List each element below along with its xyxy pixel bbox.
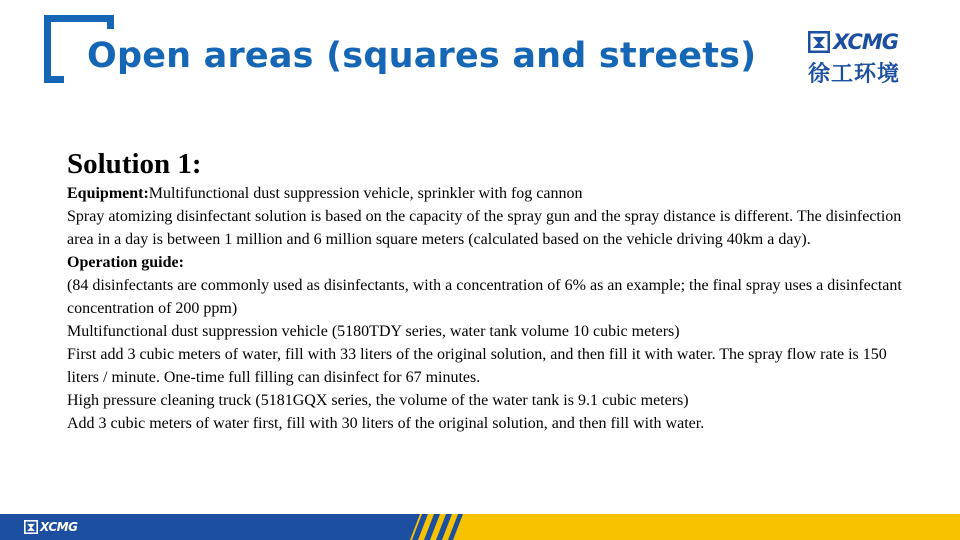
xcmg-emblem-icon [808, 31, 830, 53]
xcmg-logo [808, 30, 918, 85]
footer-band [0, 514, 960, 540]
equipment-text: Multifunctional dust suppression vehicle, sprinkler with fog cannon [148, 185, 583, 202]
page-title: Open areas (squares and streets) [87, 36, 757, 76]
footer-logo [24, 519, 77, 535]
logo-chinese-text: 徐工环境 [808, 62, 901, 87]
paragraph-disinfection-area: Spray atomizing disinfectant solution is based on the capacity of the spray gun and the spray distance is different. The disinfection area in a day is between 1 million and 6 million square meters (calculated based on the vehicle driving 40km a day). [67, 208, 902, 248]
content-body [67, 146, 907, 435]
operation-guide-label: Operation guide: [67, 254, 184, 271]
footer-xcmg-emblem-icon [24, 520, 38, 534]
equipment-label: Equipment: [67, 185, 149, 202]
equipment-line [67, 182, 907, 205]
footer-stripe-graphic [0, 514, 960, 540]
paragraph-vehicle-5180: Multifunctional dust suppression vehicle (5180TDY series, water tank volume 10 cubic meters) [67, 323, 680, 340]
footer-brand-text: XCMG [40, 520, 78, 534]
paragraph-fill-instructions-1: First add 3 cubic meters of water, fill with 33 liters of the original solution, and then fill it with water. The spray flow rate is 150 liters / minute. One-time full filling can disinfect for 67 minutes. [67, 346, 887, 386]
solution-heading: Solution 1: [67, 148, 202, 180]
logo-brand-text: XCMG [833, 30, 898, 54]
paragraph-concentration: (84 disinfectants are commonly used as disinfectants, with a concentration of 6% as an example; the final spray uses a disinfectant concentration of 200 ppm) [67, 277, 902, 317]
paragraph-fill-instructions-2: Add 3 cubic meters of water first, fill with 30 liters of the original solution, and then fill with water. [67, 415, 705, 432]
paragraph-truck-5181: High pressure cleaning truck (5181GQX series, the volume of the water tank is 9.1 cubic meters) [67, 392, 689, 409]
